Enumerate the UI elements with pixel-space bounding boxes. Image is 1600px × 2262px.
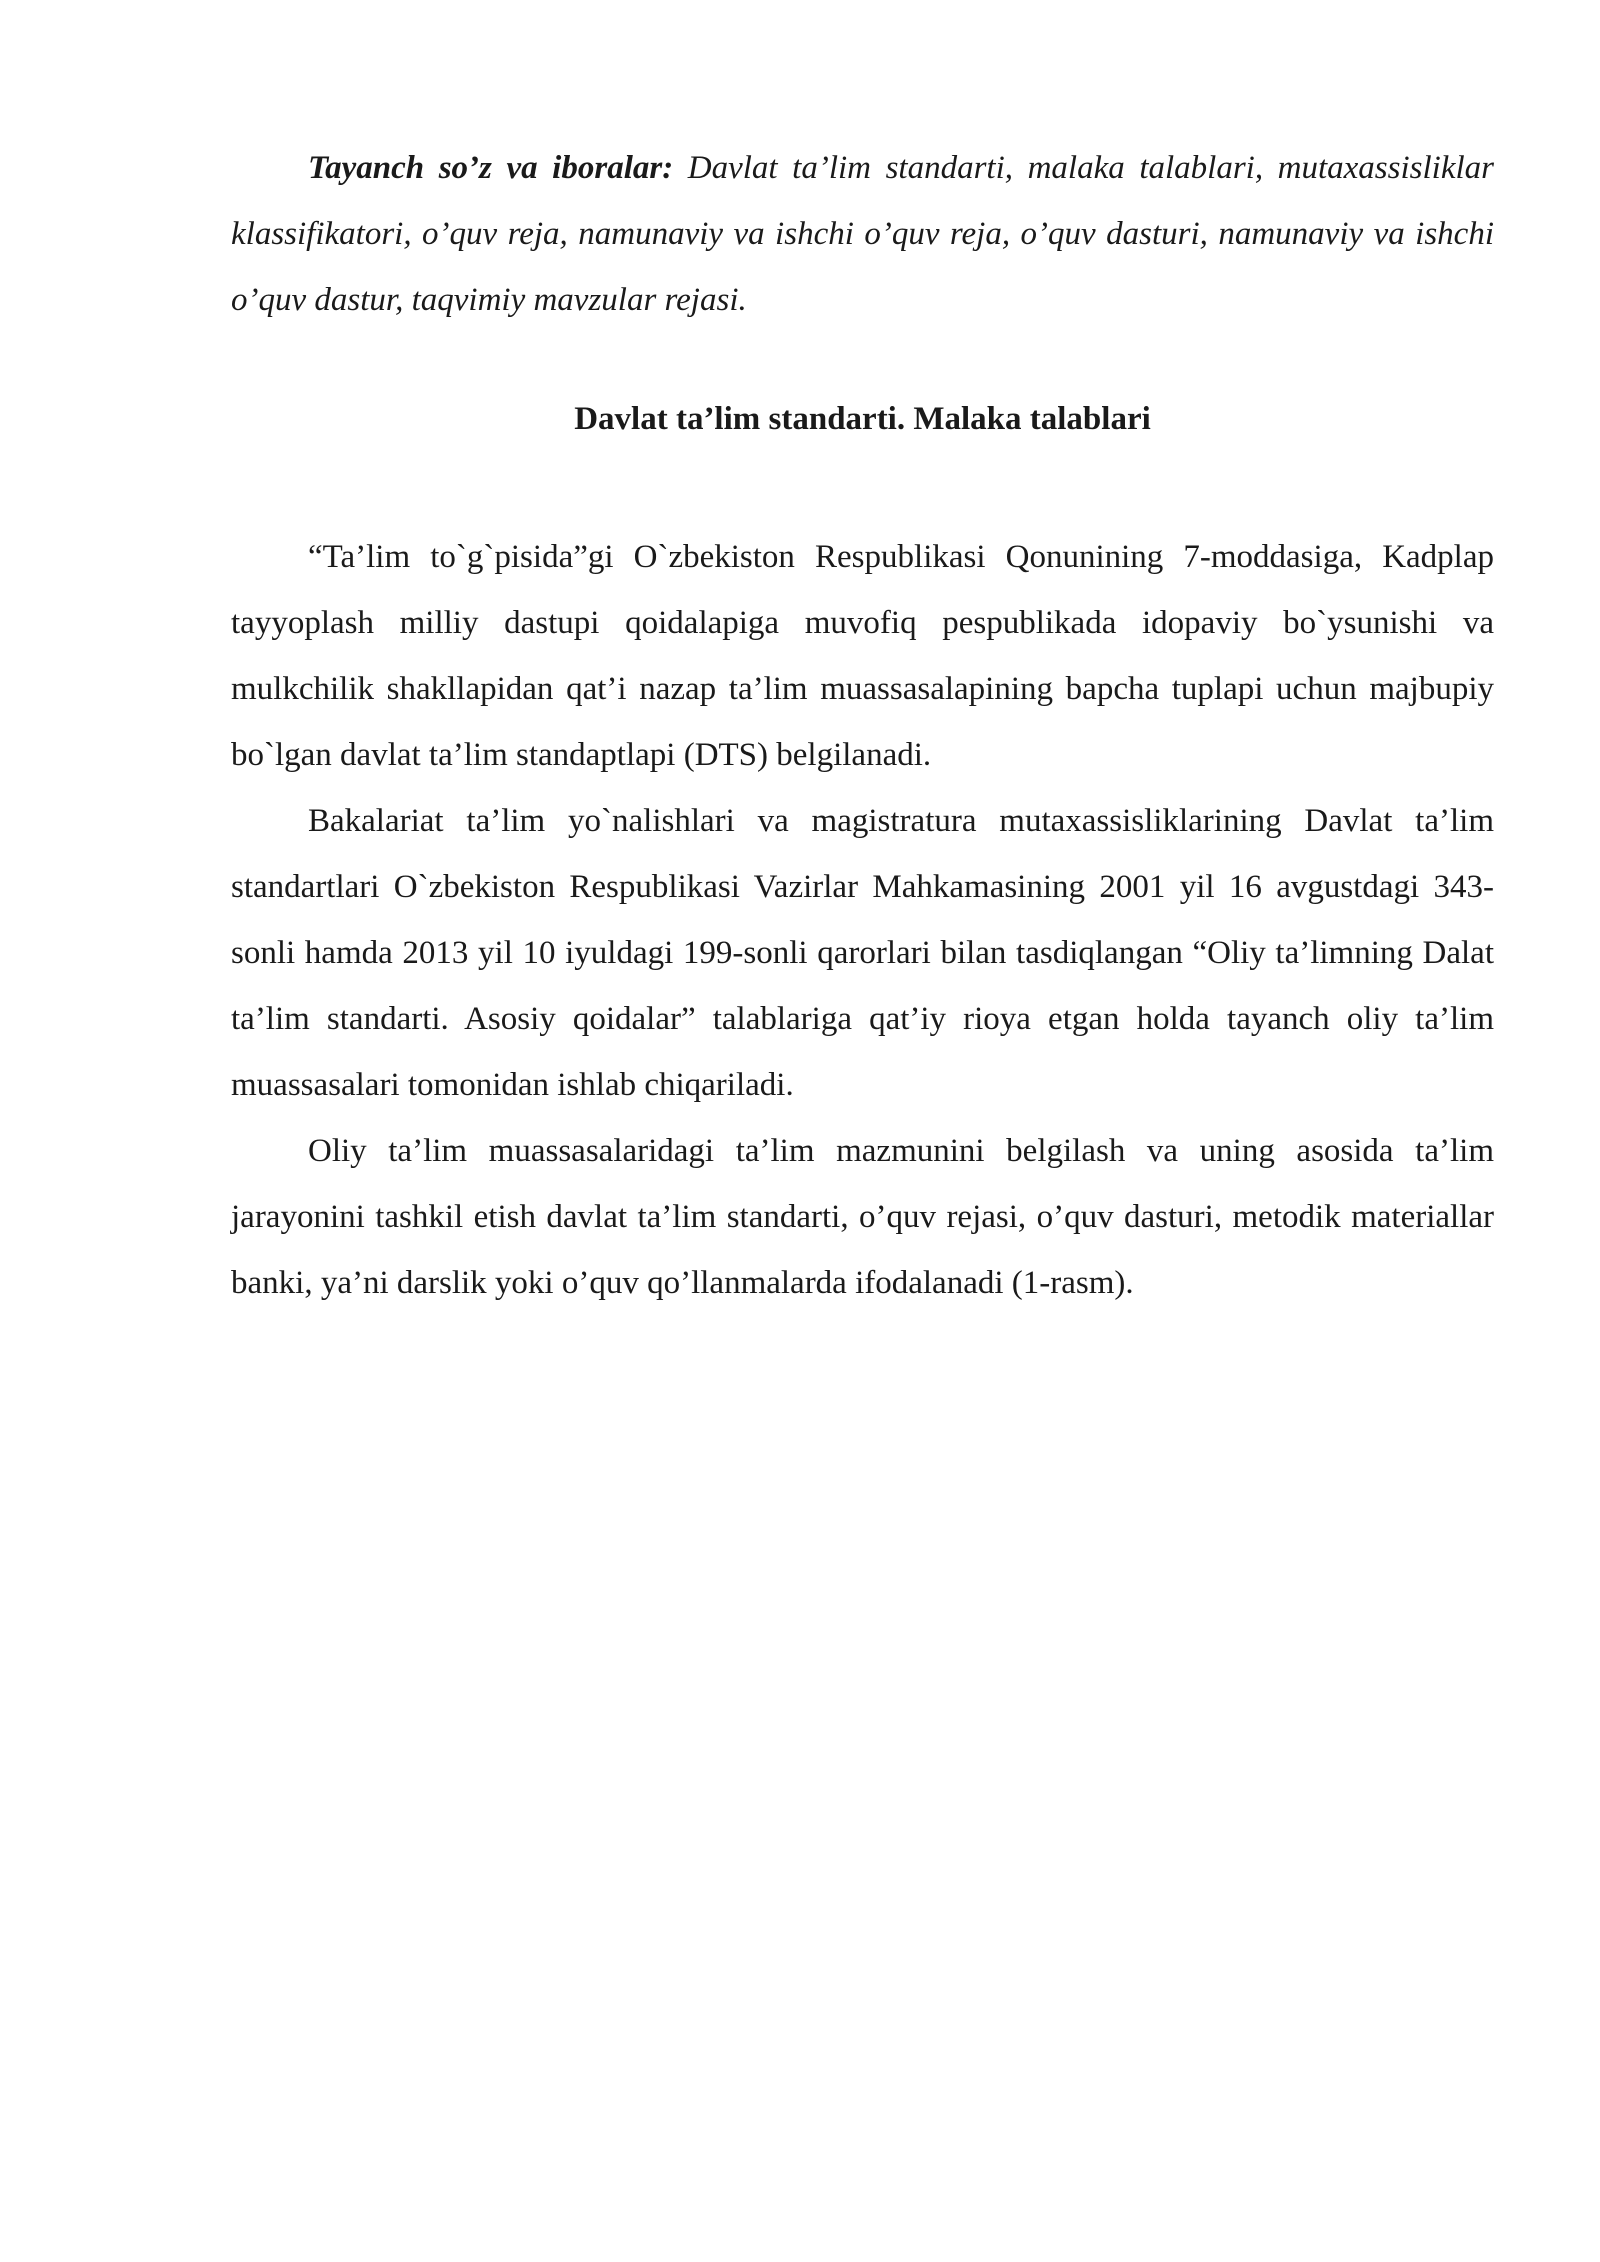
keywords-text: Davlat ta’lim standarti, malaka talablari, mutaxassisliklar klassifikatori, o’quv reja, namunaviy va ishchi o’quv reja, o’quv dasturi, namunaviy va ishchi o’quv dastur, taqvimiy mavzular rejasi. bbox=[231, 150, 1494, 318]
document-page bbox=[231, 135, 1494, 1316]
section-heading: Davlat ta’lim standarti. Malaka talablari bbox=[574, 401, 1151, 437]
body-paragraph-1: “Ta’lim to`g`pisida”gi O`zbekiston Respublikasi Qonunining 7-moddasiga, Kadplap tayyoplash milliy dastupi qoidalapiga muvofiq pespublikada idopaviy bo`ysunishi va mulkchilik shakllapidan qat’i nazap ta’lim muassasalapining bapcha tuplapi uchun majbupiy bo`lgan davlat ta’lim standaptlapi (DTS) belgilanadi. bbox=[231, 539, 1494, 773]
keywords-paragraph bbox=[231, 135, 1494, 333]
body-paragraph-2: Bakalariat ta’lim yo`nalishlari va magistratura mutaxassisliklarining Davlat ta’lim standartlari O`zbekiston Respublikasi Vazirlar Mahkamasining 2001 yil 16 avgustdagi 343-sonli hamda 2013 yil 10 iyuldagi 199-sonli qarorlari bilan tasdiqlangan “Oliy ta’limning Dalat ta’lim standarti. Asosiy qoidalar” talablariga qat’iy rioya etgan holda tayanch oliy ta’lim muassasalari tomonidan ishlab chiqariladi. bbox=[231, 803, 1494, 1103]
body-paragraph-3: Oliy ta’lim muassasalaridagi ta’lim mazmunini belgilash va uning asosida ta’lim jarayonini tashkil etish davlat ta’lim standarti, o’quv rejasi, o’quv dasturi, metodik materiallar banki, ya’ni darslik yoki o’quv qo’llanmalarda ifodalanadi (1-rasm). bbox=[231, 1133, 1494, 1301]
keywords-label: Tayanch so’z va iboralar: bbox=[308, 150, 674, 186]
